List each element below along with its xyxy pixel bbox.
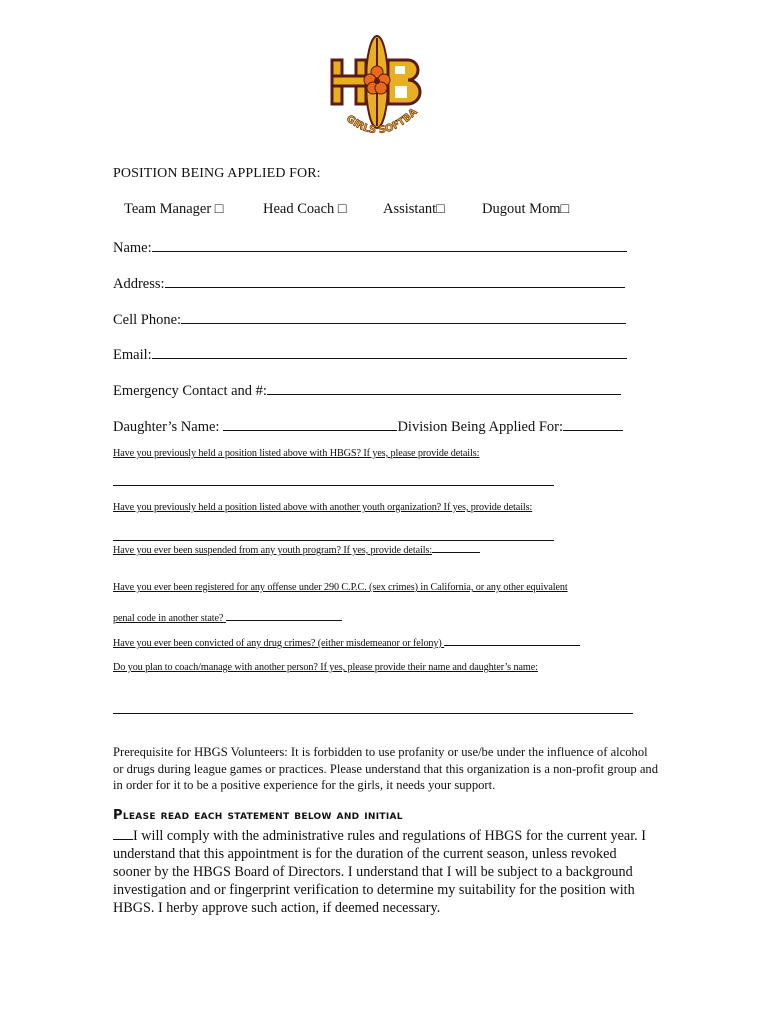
division-label: Division Being Applied For: bbox=[397, 419, 563, 435]
question-suspended bbox=[113, 542, 480, 556]
division-input[interactable] bbox=[563, 416, 623, 431]
question-suspended-text: Have you ever been suspended from any youth program? If yes, provide details: bbox=[113, 545, 433, 556]
daughter-name-label: Daughter’s Name: bbox=[113, 419, 220, 435]
email-input[interactable] bbox=[152, 344, 627, 359]
softball-surfboard-icon bbox=[322, 34, 432, 146]
question-other-organization: Have you previously held a position listed above with another youth organization? If yes, provide details: bbox=[113, 502, 533, 513]
prerequisite-paragraph: Prerequisite for HBGS Volunteers: It is forbidden to use profanity or use/be under the influence of alcohol or drugs during league games or practices. Please understand that this organization is a non-profit group and in order for it to be a positive experience for the girls, it needs your support. bbox=[113, 745, 658, 792]
statement-1-text: I will comply with the administrative rules and regulations of HBGS for the current year. I understand that this appointment is for the duration of the current season, unless revoked sooner by the HBGS Board of Directors. I understand that I will be subject to a background investigation and or fingerprint verification to determine my suitability for the position with HBGS. I herby approve such action, if deemed necessary. bbox=[113, 828, 646, 916]
question-290-penal-code-text: penal code in another state? bbox=[113, 613, 224, 624]
question-coach-with-another: Do you plan to coach/manage with another person? If yes, please provide their name and daughter’s name: bbox=[113, 662, 538, 673]
cell-phone-label: Cell Phone: bbox=[113, 312, 182, 328]
option-head-coach[interactable]: Head Coach □ bbox=[263, 201, 347, 217]
question-290-offense: Have you ever been registered for any offense under 290 C.P.C. (sex crimes) in California, or any other equivalent bbox=[113, 582, 568, 593]
initial-blank[interactable] bbox=[113, 825, 133, 840]
answer-line-suspended[interactable] bbox=[432, 542, 480, 553]
question-290-penal-code bbox=[113, 610, 342, 624]
position-heading: POSITION BEING APPLIED FOR: bbox=[113, 166, 321, 181]
answer-line-prior-hbgs[interactable] bbox=[113, 485, 554, 486]
hbgs-logo bbox=[322, 34, 432, 146]
answer-line-drug-crimes[interactable] bbox=[444, 635, 580, 646]
cell-phone-input[interactable] bbox=[181, 309, 626, 324]
address-input[interactable] bbox=[165, 273, 625, 288]
answer-line-coach-with-another[interactable] bbox=[113, 713, 633, 714]
daughter-name-input[interactable] bbox=[223, 416, 397, 431]
email-label: Email: bbox=[113, 347, 152, 363]
answer-line-other-organization[interactable] bbox=[113, 540, 554, 541]
question-drug-crimes bbox=[113, 635, 580, 649]
daughter-division-field bbox=[113, 416, 623, 436]
question-prior-hbgs: Have you previously held a position listed above with HBGS? If yes, please provide details: bbox=[113, 448, 480, 459]
statements-heading: Please read each statement below and initial bbox=[113, 808, 403, 823]
option-dugout-mom[interactable]: Dugout Mom□ bbox=[482, 201, 570, 217]
option-team-manager[interactable]: Team Manager □ bbox=[124, 201, 224, 217]
emergency-contact-input[interactable] bbox=[267, 380, 621, 395]
name-input[interactable] bbox=[152, 237, 627, 252]
question-drug-crimes-text: Have you ever been convicted of any drug crimes? (either misdemeanor or felony) bbox=[113, 638, 442, 649]
logo-arc-text: GIRLS SOFTBA bbox=[343, 106, 420, 137]
name-label: Name: bbox=[113, 240, 152, 256]
name-field bbox=[113, 237, 627, 257]
answer-line-290[interactable] bbox=[226, 610, 342, 621]
address-label: Address: bbox=[113, 276, 165, 292]
emergency-contact-field bbox=[113, 380, 621, 400]
email-field bbox=[113, 344, 627, 364]
statement-1 bbox=[113, 825, 653, 917]
address-field bbox=[113, 273, 625, 293]
emergency-contact-label: Emergency Contact and #: bbox=[113, 383, 267, 399]
cell-phone-field bbox=[113, 309, 626, 329]
option-assistant[interactable]: Assistant□ bbox=[383, 201, 445, 217]
